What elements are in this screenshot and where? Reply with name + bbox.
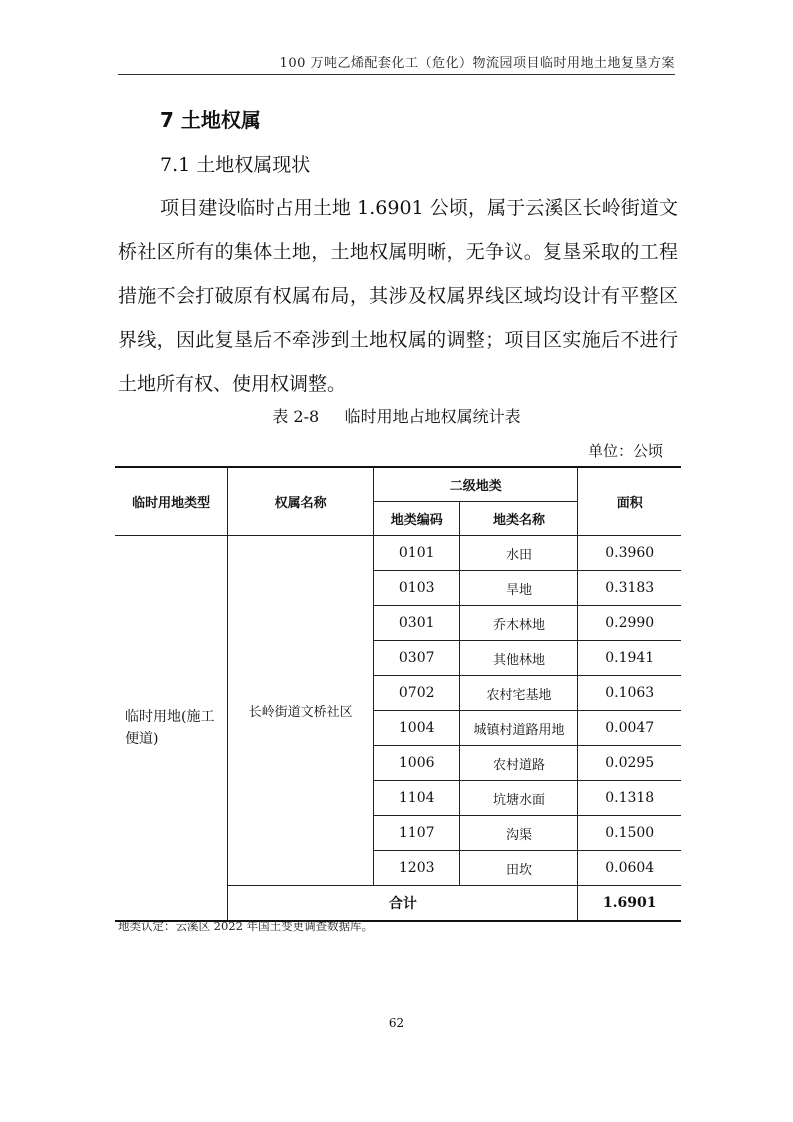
table-row — [115, 536, 681, 571]
cell-class-code: 1104 — [373, 781, 460, 816]
cell-area: 0.0604 — [578, 851, 681, 886]
header-rule — [118, 74, 675, 75]
table-body — [115, 536, 681, 922]
cell-class-name: 水田 — [460, 536, 578, 571]
cell-class-code: 0307 — [373, 641, 460, 676]
header-area: 面积 — [578, 467, 681, 536]
section-title: 7 土地权属 — [160, 108, 261, 132]
cell-class-code: 1004 — [373, 711, 460, 746]
cell-land-type: 临时用地(施工便道) — [115, 536, 228, 922]
table-caption: 表 2-8 临时用地占地权属统计表 — [272, 407, 521, 426]
subsection-title: 7.1 土地权属现状 — [160, 154, 311, 176]
cell-class-name: 坑塘水面 — [460, 781, 578, 816]
header-class-name: 地类名称 — [460, 502, 578, 536]
cell-total-label: 合计 — [228, 886, 578, 922]
cell-area: 0.1318 — [578, 781, 681, 816]
cell-class-code: 0301 — [373, 606, 460, 641]
cell-class-code: 0101 — [373, 536, 460, 571]
cell-class-name: 农村道路 — [460, 746, 578, 781]
cell-class-name: 沟渠 — [460, 816, 578, 851]
cell-area: 0.3183 — [578, 571, 681, 606]
cell-area: 0.1500 — [578, 816, 681, 851]
cell-area: 0.0047 — [578, 711, 681, 746]
cell-class-name: 城镇村道路用地 — [460, 711, 578, 746]
header-land-type: 临时用地类型 — [115, 467, 228, 536]
header-title: 100 万吨乙烯配套化工（危化）物流园项目临时用地土地复垦方案 — [279, 56, 675, 71]
cell-owner: 长岭街道文桥社区 — [228, 536, 374, 886]
header-owner: 权属名称 — [228, 467, 374, 536]
cell-class-code: 1006 — [373, 746, 460, 781]
table-note: 地类认定：云溪区 2022 年国土变更调查数据库。 — [118, 919, 374, 933]
cell-area: 0.1941 — [578, 641, 681, 676]
cell-class-name: 田坎 — [460, 851, 578, 886]
cell-class-name: 旱地 — [460, 571, 578, 606]
land-ownership-table — [115, 466, 681, 922]
cell-class-code: 1107 — [373, 816, 460, 851]
cell-total-value: 1.6901 — [578, 886, 681, 922]
header-secondary-class: 二级地类 — [373, 467, 578, 502]
cell-class-code: 0103 — [373, 571, 460, 606]
table-unit: 单位：公顷 — [587, 442, 663, 460]
cell-class-name: 农村宅基地 — [460, 676, 578, 711]
cell-area: 0.0295 — [578, 746, 681, 781]
cell-class-code: 1203 — [373, 851, 460, 886]
header-class-code: 地类编码 — [373, 502, 460, 536]
page-number: 62 — [388, 1016, 405, 1030]
cell-area: 0.3960 — [578, 536, 681, 571]
cell-area: 0.1063 — [578, 676, 681, 711]
cell-class-code: 0702 — [373, 676, 460, 711]
cell-area: 0.2990 — [578, 606, 681, 641]
cell-class-name: 乔木林地 — [460, 606, 578, 641]
cell-class-name: 其他林地 — [460, 641, 578, 676]
body-paragraph: 项目建设临时占用土地 1.6901 公顷，属于云溪区长岭街道文桥社区所有的集体土地，土地权属明晰，无争议。复垦采取的工程措施不会打破原有权属布局，其涉及权属界线区域均设计有平整区界线，因此复垦后不牵涉到土地权属的调整；项目区实施后不进行土地所有权、使用权调整。 — [118, 197, 678, 395]
